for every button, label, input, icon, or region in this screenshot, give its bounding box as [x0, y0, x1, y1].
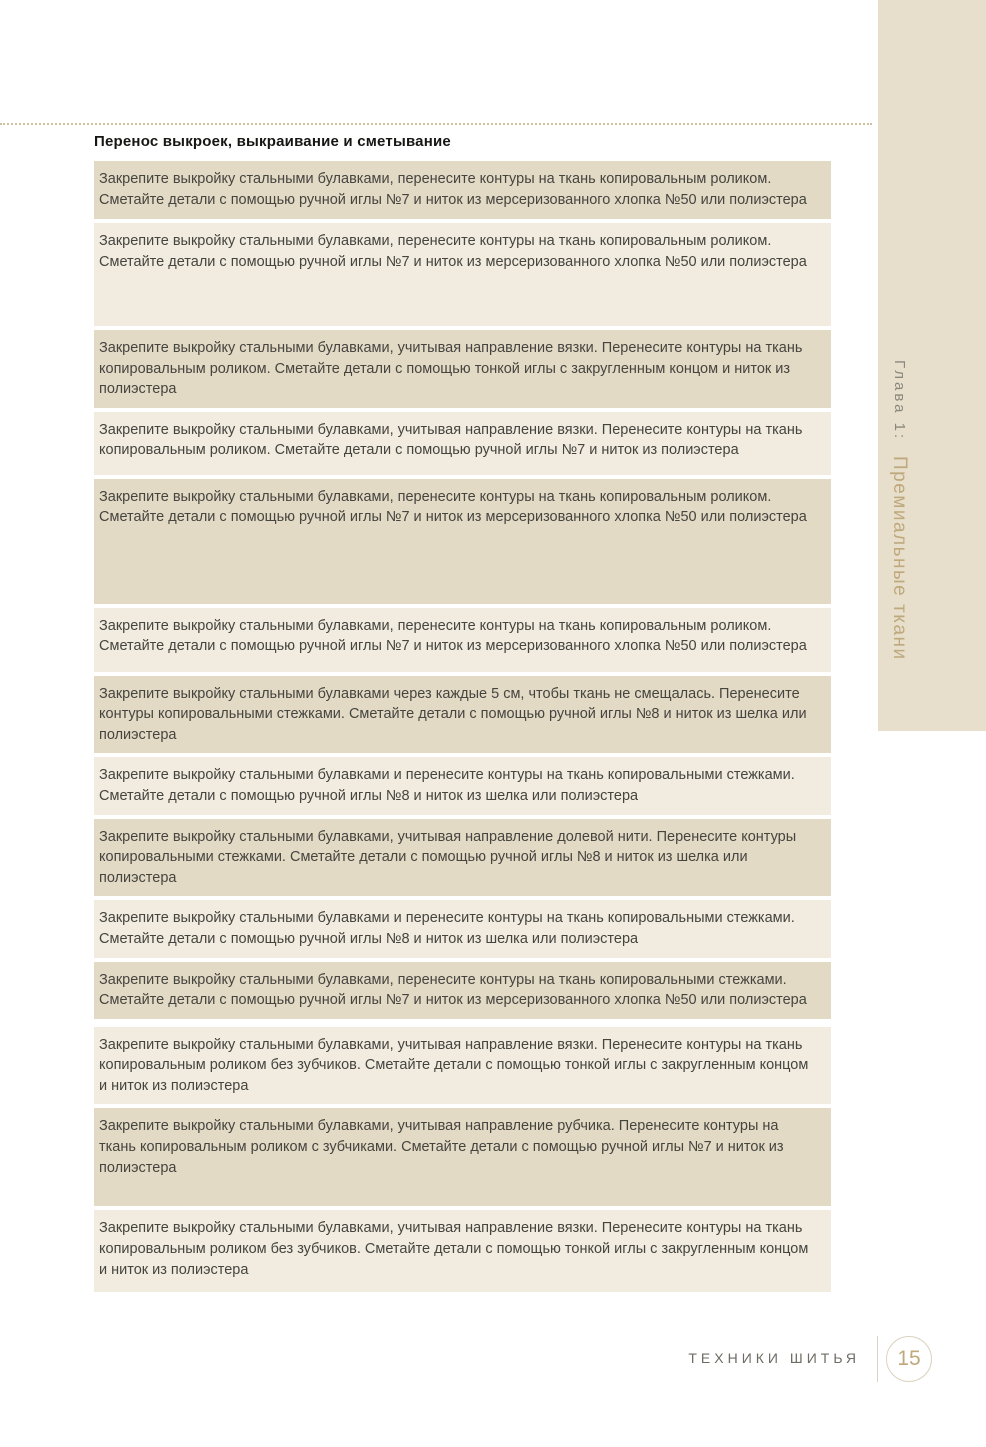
chapter-label: Глава 1:	[891, 360, 908, 442]
chapter-sidebar	[878, 0, 986, 731]
table-row: Закрепите выкройку стальными булавками, перенесите контуры на ткань копировальным роликом. Сметайте детали с помощью ручной иглы №7 и ниток из мерсеризованного хлопка №50 или полиэстера	[94, 479, 831, 604]
table-row: Закрепите выкройку стальными булавками, учитывая направление рубчика. Перенесите контуры на ткань копировальным роликом с зубчиками. Сметайте детали с помощью ручной иглы №7 и ниток из полиэстера	[94, 1108, 831, 1206]
table-row: Закрепите выкройку стальными булавками, перенесите контуры на ткань копировальными стежками. Сметайте детали с помощью ручной иглы №7 и ниток из мерсеризованного хлопка №50 или полиэстера	[94, 962, 831, 1019]
footer-divider	[877, 1336, 878, 1382]
table-row: Закрепите выкройку стальными булавками, перенесите контуры на ткань копировальным роликом. Сметайте детали с помощью ручной иглы №7 и ниток из мерсеризованного хлопка №50 или полиэстера	[94, 161, 831, 219]
footer-section-title: ТЕХНИКИ ШИТЬЯ	[688, 1350, 860, 1366]
content-column	[94, 133, 831, 1296]
page-number: 15	[886, 1336, 932, 1382]
table-row: Закрепите выкройку стальными булавками, перенесите контуры на ткань копировальным роликом. Сметайте детали с помощью ручной иглы №7 и ниток из мерсеризованного хлопка №50 или полиэстера	[94, 608, 831, 672]
table-row: Закрепите выкройку стальными булавками, учитывая направление долевой нити. Перенесите контуры копировальными стежками. Сметайте детали с помощью ручной иглы №8 и ниток из шелка или полиэстера	[94, 819, 831, 897]
table-row: Закрепите выкройку стальными булавками, учитывая направление вязки. Перенесите контуры на ткань копировальным роликом. Сметайте детали с помощью ручной иглы №7 и ниток из полиэстера	[94, 412, 831, 475]
dotted-divider	[0, 123, 872, 125]
table-row: Закрепите выкройку стальными булавками и перенесите контуры на ткань копировальными стежками. Сметайте детали с помощью ручной иглы №8 и ниток из шелка или полиэстера	[94, 900, 831, 957]
section-heading: Перенос выкроек, выкраивание и сметывание	[94, 133, 451, 150]
table-row: Закрепите выкройку стальными булавками и перенесите контуры на ткань копировальными стежками. Сметайте детали с помощью ручной иглы №8 и ниток из шелка или полиэстера	[94, 757, 831, 814]
table-row: Закрепите выкройку стальными булавками, учитывая направление вязки. Перенесите контуры на ткань копировальным роликом. Сметайте детали с помощью тонкой иглы с закругленным концом и ниток из полиэстера	[94, 330, 831, 408]
table-row: Закрепите выкройку стальными булавками, учитывая направление вязки. Перенесите контуры на ткань копировальным роликом без зубчиков. Сметайте детали с помощью тонкой иглы с закругленным концом и ниток из полиэстера	[94, 1027, 831, 1105]
chapter-title: Премиальные ткани	[889, 455, 910, 661]
table-row: Закрепите выкройку стальными булавками, перенесите контуры на ткань копировальным роликом. Сметайте детали с помощью ручной иглы №7 и ниток из мерсеризованного хлопка №50 или полиэстера	[94, 223, 831, 326]
table-row: Закрепите выкройку стальными булавками, учитывая направление вязки. Перенесите контуры на ткань копировальным роликом без зубчиков. Сметайте детали с помощью тонкой иглы с закругленным концом и ниток из полиэстера	[94, 1210, 831, 1292]
table-row: Закрепите выкройку стальными булавками через каждые 5 см, чтобы ткань не смещалась. Перенесите контуры копировальными стежками. Сметайте детали с помощью ручной иглы №8 и ниток из шелка или полиэстера	[94, 676, 831, 754]
chapter-vertical-text	[890, 360, 909, 660]
